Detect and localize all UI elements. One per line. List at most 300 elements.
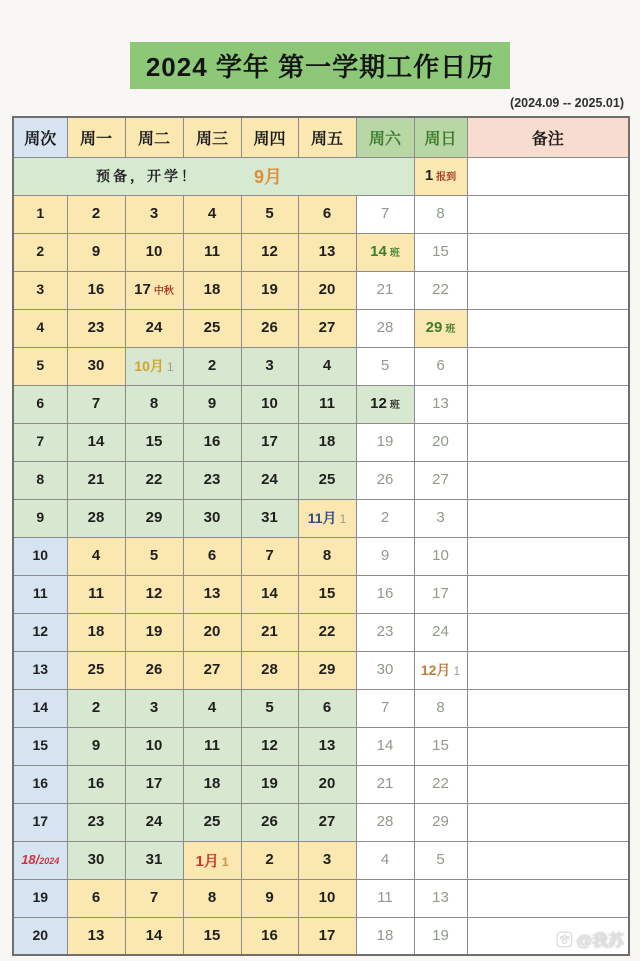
cell-text: 27 — [432, 471, 449, 488]
week-row-8 — [13, 461, 629, 499]
cell-text: 10 — [145, 737, 163, 754]
cell-text: 23 — [87, 813, 105, 830]
day-cell — [67, 309, 125, 347]
cell-text: 4 — [380, 851, 390, 868]
column-header-sat: 周六 — [356, 117, 414, 157]
cell-text: 3 — [436, 509, 445, 526]
day-cell — [125, 499, 183, 537]
day-cell — [414, 423, 467, 461]
day-cell — [183, 461, 241, 499]
column-header-tue: 周二 — [125, 117, 183, 157]
cell-text: 13 — [32, 661, 49, 677]
day-cell — [183, 575, 241, 613]
cell-text: 16 — [32, 775, 49, 791]
day-cell — [125, 651, 183, 689]
day-cell — [125, 271, 183, 309]
day-cell — [414, 195, 467, 233]
day-cell — [125, 385, 183, 423]
cell-text: 18 — [203, 281, 221, 298]
cell-text: 10 — [261, 395, 278, 412]
cell-text: 20 — [318, 281, 336, 298]
cell-text: 19 — [261, 281, 278, 298]
cell-text: 12 — [145, 585, 163, 602]
day-cell — [414, 841, 467, 879]
day-cell — [298, 575, 356, 613]
cell-text: 17 — [32, 813, 49, 829]
week-number-cell — [13, 841, 67, 879]
day-cell — [125, 347, 183, 385]
cell-text: 28 — [261, 661, 278, 678]
day-cell — [298, 879, 356, 917]
cell-text: 8 — [322, 547, 332, 564]
note-cell — [467, 157, 629, 195]
page-title: 2024 学年 第一学期工作日历 — [130, 42, 510, 89]
cell-text: 27 — [203, 661, 221, 678]
day-cell — [241, 765, 298, 803]
cell-text: 15 — [145, 433, 163, 450]
cell-text: 15 — [203, 926, 221, 944]
cell-text: 25 — [318, 471, 336, 488]
day-cell — [67, 461, 125, 499]
cell-text: 5 — [265, 699, 274, 716]
cell-text: 13 — [318, 737, 336, 754]
cell-text: 18/ — [21, 852, 40, 867]
cell-text: 20 — [432, 433, 449, 450]
note-cell — [467, 309, 629, 347]
cell-text: 16 — [376, 585, 394, 602]
cell-text: 30 — [87, 851, 105, 868]
cell-text: 12 — [261, 243, 278, 260]
cell-text: 18 — [376, 926, 394, 944]
day-cell — [125, 879, 183, 917]
cell-text: 13 — [203, 585, 221, 602]
cell-text: 31 — [261, 509, 278, 526]
cell-text: 26 — [261, 813, 278, 830]
day-cell — [67, 233, 125, 271]
calendar-table — [12, 116, 630, 956]
day-cell — [183, 195, 241, 233]
cell-text: 7 — [265, 547, 274, 564]
note-cell — [467, 499, 629, 537]
registration-day-cell — [414, 157, 467, 195]
day-cell — [241, 195, 298, 233]
day-cell — [414, 651, 467, 689]
day-cell — [241, 689, 298, 727]
cell-text: 12 — [370, 395, 387, 412]
day-cell — [67, 689, 125, 727]
day-cell — [414, 917, 467, 955]
day-cell — [356, 537, 414, 575]
day-cell — [298, 651, 356, 689]
day-cell — [183, 423, 241, 461]
column-header-wed: 周三 — [183, 117, 241, 157]
cell-text: 21 — [376, 281, 394, 298]
week-row-3 — [13, 271, 629, 309]
cell-text: 31 — [145, 851, 163, 868]
day-cell — [356, 309, 414, 347]
cell-text: 1 — [453, 664, 461, 678]
cell-text: 1 — [424, 167, 434, 184]
cell-text: 29 — [318, 661, 336, 678]
cell-text: 2 — [265, 851, 274, 868]
day-cell — [356, 727, 414, 765]
day-cell — [414, 499, 467, 537]
day-cell — [125, 803, 183, 841]
cell-text: 16 — [87, 775, 105, 792]
column-header-mon: 周一 — [67, 117, 125, 157]
cell-text: 2 — [207, 357, 217, 374]
day-cell — [67, 537, 125, 575]
day-cell — [298, 461, 356, 499]
cell-text: 26 — [376, 471, 394, 488]
day-cell — [241, 423, 298, 461]
cell-text: 29 — [145, 509, 163, 526]
cell-text: 14 — [32, 699, 49, 715]
day-cell — [183, 537, 241, 575]
day-cell — [67, 499, 125, 537]
day-cell — [67, 651, 125, 689]
cell-text: 3 — [149, 699, 159, 716]
cell-text: 4 — [36, 319, 45, 335]
week-row-12 — [13, 613, 629, 651]
cell-text: 30 — [203, 509, 221, 526]
cell-text: 19 — [376, 433, 394, 450]
day-cell — [183, 613, 241, 651]
week-number-cell — [13, 385, 67, 423]
week-row-4 — [13, 309, 629, 347]
cell-text: 4 — [91, 547, 101, 564]
cell-text: 5 — [265, 205, 274, 222]
cell-text: 3 — [322, 851, 332, 868]
cell-text: 18 — [318, 433, 336, 450]
note-cell — [467, 233, 629, 271]
note-cell — [467, 613, 629, 651]
day-cell — [125, 309, 183, 347]
note-cell — [467, 347, 629, 385]
cell-text: 23 — [203, 471, 221, 488]
cell-text: 3 — [36, 281, 45, 297]
day-cell — [356, 423, 414, 461]
week-row-19 — [13, 879, 629, 917]
day-cell — [67, 765, 125, 803]
day-cell — [67, 727, 125, 765]
cell-text: 12月 — [420, 662, 451, 678]
day-cell — [298, 613, 356, 651]
cell-text: 8 — [149, 395, 159, 412]
day-cell — [241, 233, 298, 271]
cell-text: 6 — [322, 205, 332, 222]
week-number-cell — [13, 727, 67, 765]
cell-text: 24 — [432, 623, 449, 640]
day-cell — [298, 537, 356, 575]
day-cell — [67, 917, 125, 955]
cell-text: 14 — [261, 585, 278, 602]
september-banner-row — [13, 157, 629, 195]
day-cell — [356, 575, 414, 613]
cell-text: 22 — [318, 623, 336, 640]
day-cell — [125, 575, 183, 613]
watermark-text: @我苏 — [576, 933, 624, 950]
cell-text: 7 — [380, 699, 390, 716]
cell-text: 6 — [436, 357, 445, 374]
cell-text: 6 — [322, 699, 332, 716]
day-cell — [67, 575, 125, 613]
day-cell — [298, 423, 356, 461]
cell-text: 3 — [265, 357, 274, 374]
cell-text: 15 — [432, 243, 449, 260]
day-cell — [125, 765, 183, 803]
cell-text: 13 — [87, 926, 105, 944]
cell-text: 7 — [36, 433, 45, 449]
day-cell — [356, 613, 414, 651]
cell-text: 13 — [432, 395, 449, 412]
cell-text: 2 — [36, 243, 45, 259]
cell-text: 19 — [145, 623, 163, 640]
week-number-cell — [13, 537, 67, 575]
week-number-cell — [13, 423, 67, 461]
week-row-13 — [13, 651, 629, 689]
cell-text: 班 — [389, 248, 400, 259]
cell-text: 27 — [318, 319, 336, 336]
day-cell — [298, 347, 356, 385]
cell-text: 8 — [436, 699, 445, 716]
day-cell — [298, 765, 356, 803]
cell-text: 9 — [265, 889, 274, 906]
day-cell — [241, 613, 298, 651]
cell-text: 21 — [87, 471, 105, 488]
note-cell — [467, 271, 629, 309]
cell-text: 21 — [376, 775, 394, 792]
note-cell — [467, 765, 629, 803]
column-header-zhouci: 周次 — [13, 117, 67, 157]
cell-text: 23 — [376, 623, 394, 640]
day-cell — [414, 385, 467, 423]
column-header-fri: 周五 — [298, 117, 356, 157]
cell-text: 23 — [87, 319, 105, 336]
week-row-5 — [13, 347, 629, 385]
day-cell — [241, 879, 298, 917]
cell-text: 26 — [261, 319, 278, 336]
cell-text: 28 — [376, 319, 394, 336]
cell-text: 4 — [207, 699, 217, 716]
week-row-20 — [13, 917, 629, 955]
cell-text: 19 — [432, 926, 449, 944]
cell-text: 2024 — [39, 856, 60, 866]
cell-text: 10 — [318, 889, 336, 906]
day-cell — [67, 613, 125, 651]
note-cell — [467, 879, 629, 917]
cell-text: 1 — [221, 854, 229, 869]
day-cell — [414, 575, 467, 613]
month-label-september: 9月 — [254, 167, 283, 187]
title-bar — [0, 0, 640, 89]
cell-text: 7 — [91, 395, 101, 412]
cell-text: 19 — [261, 775, 278, 792]
cell-text: 13 — [318, 243, 336, 260]
day-cell — [241, 461, 298, 499]
paw-logo-icon — [556, 931, 573, 948]
cell-text: 30 — [376, 661, 394, 678]
day-cell — [241, 727, 298, 765]
day-cell — [67, 195, 125, 233]
week-row-18 — [13, 841, 629, 879]
cell-text: 8 — [36, 471, 45, 487]
day-cell — [125, 423, 183, 461]
day-cell — [298, 233, 356, 271]
cell-text: 9 — [91, 243, 101, 260]
week-row-6 — [13, 385, 629, 423]
cell-text: 18 — [203, 775, 221, 792]
cell-text: 7 — [380, 205, 390, 222]
day-cell — [183, 879, 241, 917]
day-cell — [414, 879, 467, 917]
cell-text: 9 — [36, 509, 45, 525]
cell-text: 28 — [87, 509, 105, 526]
cell-text: 12 — [32, 623, 49, 639]
day-cell — [298, 689, 356, 727]
day-cell — [241, 347, 298, 385]
cell-text: 16 — [203, 433, 221, 450]
note-cell — [467, 537, 629, 575]
cell-text: 15 — [432, 737, 449, 754]
cell-text: 6 — [207, 547, 217, 564]
day-cell — [298, 917, 356, 955]
cell-text: 11 — [88, 585, 104, 602]
day-cell — [414, 765, 467, 803]
day-cell — [67, 841, 125, 879]
cell-text: 17 — [432, 585, 449, 602]
week-number-cell — [13, 765, 67, 803]
day-cell — [241, 499, 298, 537]
note-cell — [467, 461, 629, 499]
cell-text: 16 — [261, 926, 278, 944]
day-cell — [67, 803, 125, 841]
cell-text: 10月 — [134, 358, 164, 374]
cell-text: 19 — [32, 889, 49, 905]
cell-text: 11 — [377, 889, 393, 906]
week-row-14 — [13, 689, 629, 727]
day-cell — [356, 499, 414, 537]
column-header-thu: 周四 — [241, 117, 298, 157]
cell-text: 17 — [145, 775, 163, 792]
cell-text: 班 — [389, 400, 400, 411]
cell-text: 20 — [318, 775, 336, 792]
day-cell — [356, 917, 414, 955]
cell-text: 7 — [149, 889, 159, 906]
week-row-16 — [13, 765, 629, 803]
note-cell — [467, 727, 629, 765]
day-cell — [241, 309, 298, 347]
day-cell — [356, 651, 414, 689]
day-cell — [414, 461, 467, 499]
week-row-15 — [13, 727, 629, 765]
day-cell — [183, 233, 241, 271]
day-cell — [356, 461, 414, 499]
day-cell — [125, 689, 183, 727]
day-cell — [125, 195, 183, 233]
day-cell — [183, 765, 241, 803]
day-cell — [241, 537, 298, 575]
cell-text: 11 — [319, 395, 335, 412]
day-cell — [414, 689, 467, 727]
day-cell — [183, 727, 241, 765]
cell-text: 13 — [432, 889, 449, 906]
semester-slogan: 预备，开学！ — [96, 168, 198, 184]
cell-text: 14 — [87, 433, 105, 450]
cell-text: 11月 — [307, 510, 337, 526]
day-cell — [183, 689, 241, 727]
cell-text: 9 — [91, 737, 101, 754]
cell-text: 班 — [445, 324, 456, 335]
cell-text: 25 — [87, 661, 105, 678]
week-number-cell — [13, 271, 67, 309]
header-row — [13, 117, 629, 157]
cell-text: 2 — [91, 205, 101, 222]
cell-text: 5 — [380, 357, 390, 374]
cell-text: 报到 — [436, 172, 457, 183]
note-cell — [467, 385, 629, 423]
cell-text: 9 — [380, 547, 390, 564]
day-cell — [356, 271, 414, 309]
day-cell — [414, 613, 467, 651]
day-cell — [67, 423, 125, 461]
week-number-cell — [13, 575, 67, 613]
note-cell — [467, 423, 629, 461]
day-cell — [298, 841, 356, 879]
cell-text: 24 — [145, 813, 163, 830]
week-number-cell — [13, 917, 67, 955]
day-cell — [125, 917, 183, 955]
week-number-cell — [13, 195, 67, 233]
cell-text: 11 — [204, 737, 220, 754]
cell-text: 8 — [207, 889, 217, 906]
day-cell — [356, 879, 414, 917]
day-cell — [414, 347, 467, 385]
week-row-11 — [13, 575, 629, 613]
week-number-cell — [13, 461, 67, 499]
day-cell — [241, 575, 298, 613]
day-cell — [125, 613, 183, 651]
day-cell — [67, 347, 125, 385]
cell-text: 1月 — [195, 852, 219, 870]
cell-text: 29 — [425, 319, 443, 336]
cell-text: 2 — [380, 509, 390, 526]
cell-text: 25 — [203, 813, 221, 830]
day-cell — [356, 689, 414, 727]
column-header-sun: 周日 — [414, 117, 467, 157]
cell-text: 11 — [204, 243, 220, 260]
cell-text: 22 — [145, 471, 163, 488]
day-cell — [241, 651, 298, 689]
day-cell — [183, 651, 241, 689]
day-cell — [241, 385, 298, 423]
week-number-cell — [13, 309, 67, 347]
cell-text: 12 — [261, 737, 278, 754]
day-cell — [414, 727, 467, 765]
cell-text: 5 — [436, 851, 445, 868]
cell-text: 1 — [36, 205, 45, 221]
note-cell — [467, 689, 629, 727]
day-cell — [414, 271, 467, 309]
day-cell — [356, 347, 414, 385]
note-cell — [467, 651, 629, 689]
day-cell — [356, 803, 414, 841]
day-cell — [183, 803, 241, 841]
cell-text: 6 — [91, 889, 101, 906]
watermark — [556, 928, 624, 951]
cell-text: 18 — [87, 623, 105, 640]
day-cell — [183, 841, 241, 879]
